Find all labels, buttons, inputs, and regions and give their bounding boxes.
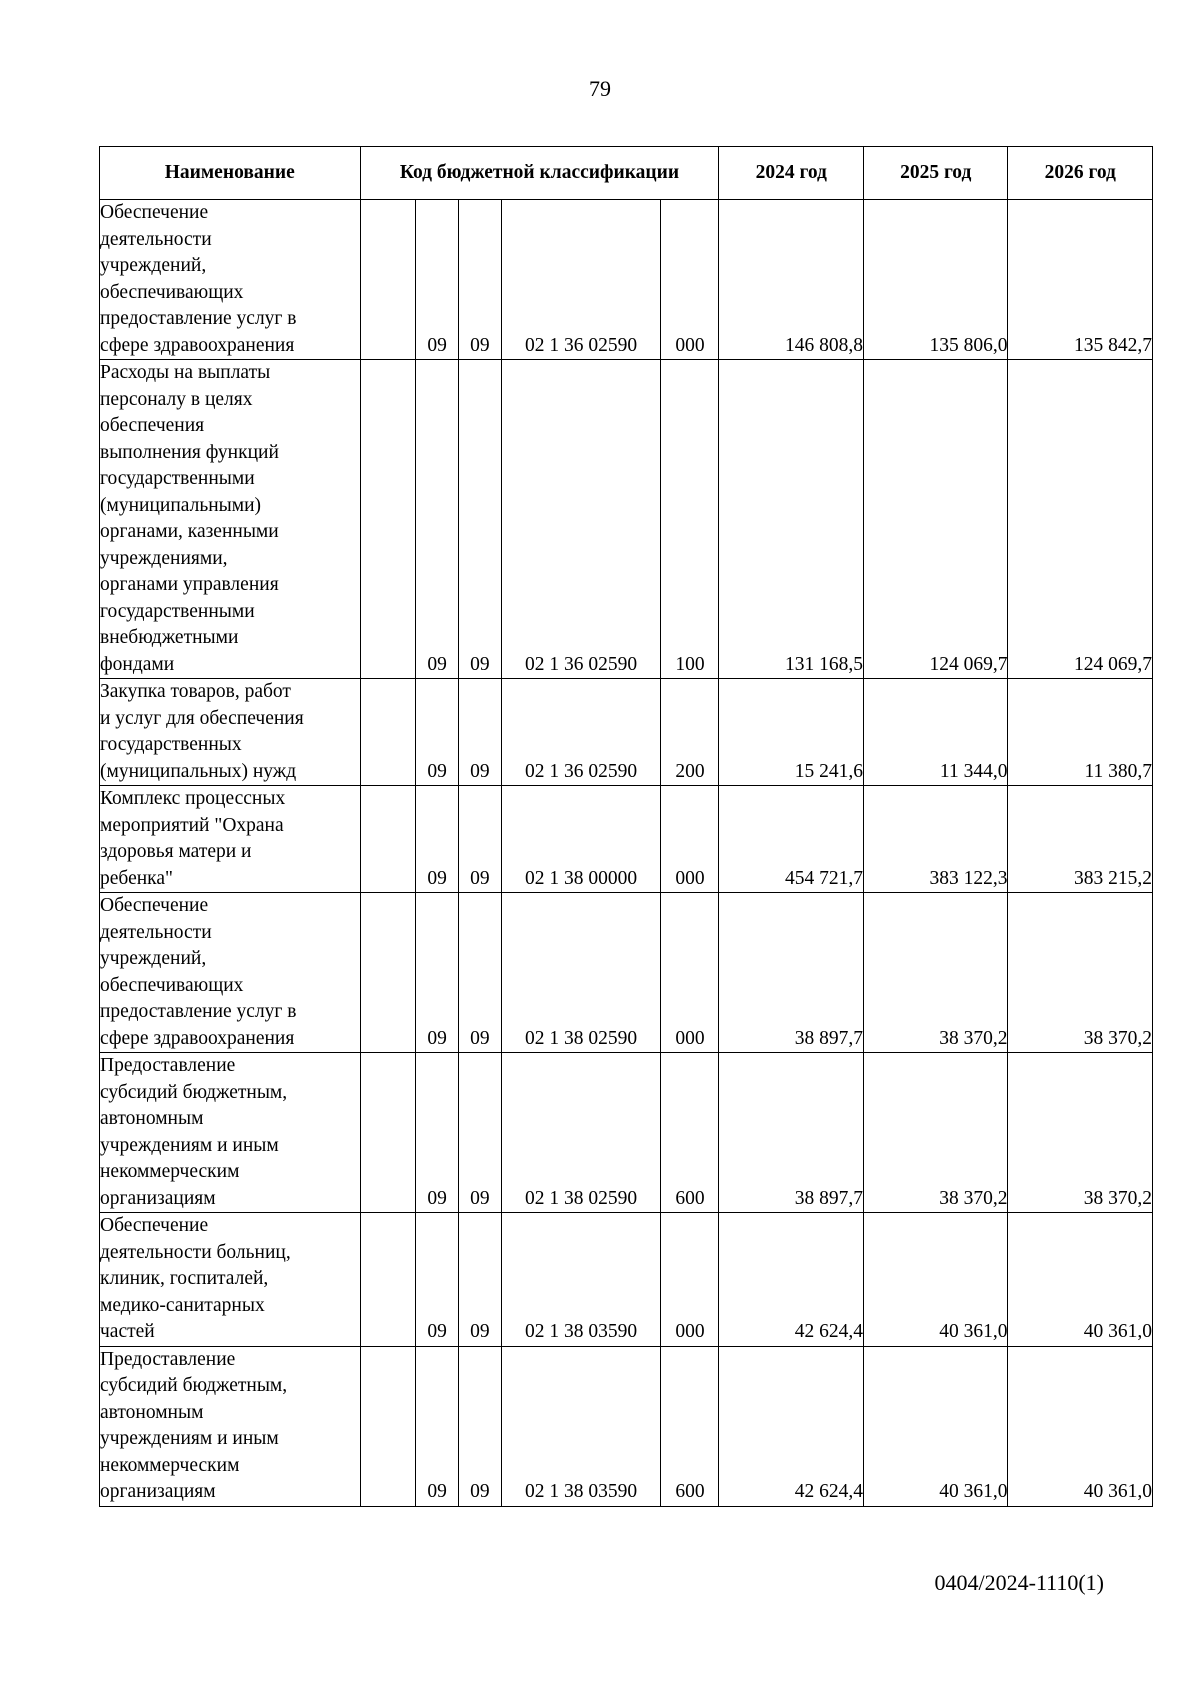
amount-2026-cell: 383 215,2 — [1008, 786, 1153, 893]
code-blank-cell — [360, 679, 416, 786]
code-expense-type-cell: 100 — [661, 360, 719, 679]
row-name-line: и услуг для обеспечения — [100, 707, 304, 729]
amount-2025-cell: 40 361,0 — [863, 1213, 1007, 1347]
row-name-line: деятельности — [100, 921, 212, 943]
row-name-line: фондами — [100, 653, 175, 675]
row-name-line: (муниципальных) нужд — [100, 760, 297, 782]
code-section-cell: 09 — [416, 1346, 459, 1506]
amount-2026-cell: 40 361,0 — [1008, 1346, 1153, 1506]
code-subsection-cell: 09 — [459, 360, 502, 679]
amount-2024-cell: 15 241,6 — [719, 679, 863, 786]
amount-2024-cell: 38 897,7 — [719, 1053, 863, 1213]
row-name-line: обеспечения — [100, 415, 205, 436]
code-subsection-cell: 09 — [459, 1213, 502, 1347]
header-2026: 2026 год — [1008, 147, 1153, 200]
header-2024: 2024 год — [719, 147, 863, 200]
row-name-line: Закупка товаров, работ — [100, 681, 291, 702]
row-name — [100, 679, 361, 786]
code-blank-cell — [360, 1053, 416, 1213]
row-name-line: Обеспечение — [100, 895, 209, 916]
code-blank-cell — [360, 893, 416, 1053]
row-name-line: субсидий бюджетным, — [100, 1375, 288, 1396]
amount-2024-cell: 146 808,8 — [719, 200, 863, 360]
code-section-cell: 09 — [416, 893, 459, 1053]
code-expense-type-cell: 000 — [661, 1213, 719, 1347]
budget-table — [99, 146, 1153, 1507]
row-name-line: сфере здравоохранения — [100, 1027, 295, 1049]
row-name — [100, 360, 361, 679]
code-expense-type-cell: 600 — [661, 1053, 719, 1213]
row-name-line: некоммерческим — [100, 1454, 240, 1476]
row-name-line: обеспечивающих — [100, 974, 244, 996]
row-name-line: внебюджетными — [100, 627, 239, 648]
row-name-line: здоровья матери и — [100, 841, 252, 862]
row-name-line: обеспечивающих — [100, 281, 244, 303]
amount-2025-cell: 38 370,2 — [863, 893, 1007, 1053]
code-blank-cell — [360, 1213, 416, 1347]
row-name-line: сфере здравоохранения — [100, 334, 295, 356]
amount-2026-cell: 11 380,7 — [1008, 679, 1153, 786]
row-name-line: Предоставление — [100, 1348, 236, 1370]
code-subsection-cell: 09 — [459, 200, 502, 360]
row-name-line: Комплекс процессных — [100, 788, 286, 809]
amount-2025-cell: 11 344,0 — [863, 679, 1007, 786]
row-name — [100, 200, 361, 360]
code-blank-cell — [360, 786, 416, 893]
table-header-row — [100, 147, 1153, 200]
row-name-line: мероприятий "Охрана — [100, 814, 284, 836]
header-code: Код бюджетной классификации — [360, 147, 719, 200]
code-blank-cell — [360, 360, 416, 679]
row-name-line: учреждений, — [100, 948, 207, 969]
row-name-line: автономным — [100, 1108, 204, 1129]
amount-2026-cell: 38 370,2 — [1008, 893, 1153, 1053]
code-section-cell: 09 — [416, 679, 459, 786]
row-name-line: организациям — [100, 1187, 216, 1209]
table-row — [100, 786, 1153, 893]
code-target-article-cell: 02 1 36 02590 — [501, 679, 661, 786]
row-name-line: органами управления — [100, 574, 279, 595]
header-2025: 2025 год — [863, 147, 1007, 200]
code-target-article-cell: 02 1 38 03590 — [501, 1346, 661, 1506]
code-section-cell: 09 — [416, 786, 459, 893]
code-blank-cell — [360, 200, 416, 360]
row-name — [100, 1346, 361, 1506]
row-name-line: клиник, госпиталей, — [100, 1268, 269, 1289]
amount-2026-cell: 38 370,2 — [1008, 1053, 1153, 1213]
row-name-line: деятельности — [100, 228, 212, 250]
row-name-line: деятельности больниц, — [100, 1241, 291, 1263]
row-name — [100, 1213, 361, 1347]
amount-2024-cell: 38 897,7 — [719, 893, 863, 1053]
table-row — [100, 360, 1153, 679]
row-name-line: Предоставление — [100, 1055, 236, 1076]
row-name — [100, 1053, 361, 1213]
row-name-line: медико-санитарных — [100, 1294, 265, 1316]
row-name-line: государственными — [100, 600, 255, 622]
table-row — [100, 200, 1153, 360]
row-name-line: (муниципальными) — [100, 494, 262, 516]
row-name-line: организациям — [100, 1481, 216, 1502]
code-target-article-cell: 02 1 38 02590 — [501, 1053, 661, 1213]
code-expense-type-cell: 000 — [661, 786, 719, 893]
code-expense-type-cell: 600 — [661, 1346, 719, 1506]
table-body — [100, 200, 1153, 1507]
row-name-line: Обеспечение — [100, 1215, 209, 1236]
page-number: 79 — [589, 76, 611, 101]
code-subsection-cell: 09 — [459, 1053, 502, 1213]
code-section-cell: 09 — [416, 200, 459, 360]
code-section-cell: 09 — [416, 1213, 459, 1347]
code-target-article-cell: 02 1 36 02590 — [501, 360, 661, 679]
amount-2024-cell: 42 624,4 — [719, 1213, 863, 1347]
table-row — [100, 1213, 1153, 1347]
amount-2026-cell: 135 842,7 — [1008, 200, 1153, 360]
code-section-cell: 09 — [416, 1053, 459, 1213]
table-row — [100, 1053, 1153, 1213]
table-row — [100, 679, 1153, 786]
code-target-article-cell: 02 1 38 02590 — [501, 893, 661, 1053]
amount-2025-cell: 135 806,0 — [863, 200, 1007, 360]
code-section-cell: 09 — [416, 360, 459, 679]
row-name-line: предоставление услуг в — [100, 1001, 297, 1022]
amount-2025-cell: 38 370,2 — [863, 1053, 1007, 1213]
row-name-line: частей — [100, 1321, 155, 1342]
row-name-line: ребенка" — [100, 867, 173, 889]
row-name-line: учреждений, — [100, 255, 207, 276]
row-name-line: государственных — [100, 734, 242, 755]
code-expense-type-cell: 000 — [661, 893, 719, 1053]
code-target-article-cell: 02 1 38 03590 — [501, 1213, 661, 1347]
row-name-line: некоммерческим — [100, 1161, 240, 1182]
code-expense-type-cell: 200 — [661, 679, 719, 786]
code-subsection-cell: 09 — [459, 786, 502, 893]
table-row — [100, 1346, 1153, 1506]
code-blank-cell — [360, 1346, 416, 1506]
row-name-line: выполнения функций — [100, 441, 279, 463]
code-subsection-cell: 09 — [459, 679, 502, 786]
code-expense-type-cell: 000 — [661, 200, 719, 360]
row-name — [100, 893, 361, 1053]
row-name-line: автономным — [100, 1401, 204, 1423]
row-name-line: учреждениям и иным — [100, 1134, 279, 1156]
header-name: Наименование — [100, 147, 361, 200]
row-name-line: Расходы на выплаты — [100, 362, 271, 383]
row-name-line: учреждениями, — [100, 547, 228, 569]
amount-2025-cell: 383 122,3 — [863, 786, 1007, 893]
table-row — [100, 893, 1153, 1053]
document-id: 0404/2024-1110(1) — [934, 1570, 1104, 1595]
row-name-line: персоналу в целях — [100, 388, 253, 410]
code-target-article-cell: 02 1 38 00000 — [501, 786, 661, 893]
amount-2025-cell: 124 069,7 — [863, 360, 1007, 679]
row-name-line: субсидий бюджетным, — [100, 1081, 288, 1103]
amount-2024-cell: 454 721,7 — [719, 786, 863, 893]
code-subsection-cell: 09 — [459, 893, 502, 1053]
row-name — [100, 786, 361, 893]
row-name-line: учреждениям и иным — [100, 1428, 279, 1449]
amount-2026-cell: 124 069,7 — [1008, 360, 1153, 679]
amount-2024-cell: 42 624,4 — [719, 1346, 863, 1506]
amount-2025-cell: 40 361,0 — [863, 1346, 1007, 1506]
row-name-line: предоставление услуг в — [100, 308, 297, 329]
row-name-line: государственными — [100, 468, 255, 489]
amount-2026-cell: 40 361,0 — [1008, 1213, 1153, 1347]
code-subsection-cell: 09 — [459, 1346, 502, 1506]
amount-2024-cell: 131 168,5 — [719, 360, 863, 679]
row-name-line: органами, казенными — [100, 521, 279, 542]
row-name-line: Обеспечение — [100, 202, 209, 223]
code-target-article-cell: 02 1 36 02590 — [501, 200, 661, 360]
